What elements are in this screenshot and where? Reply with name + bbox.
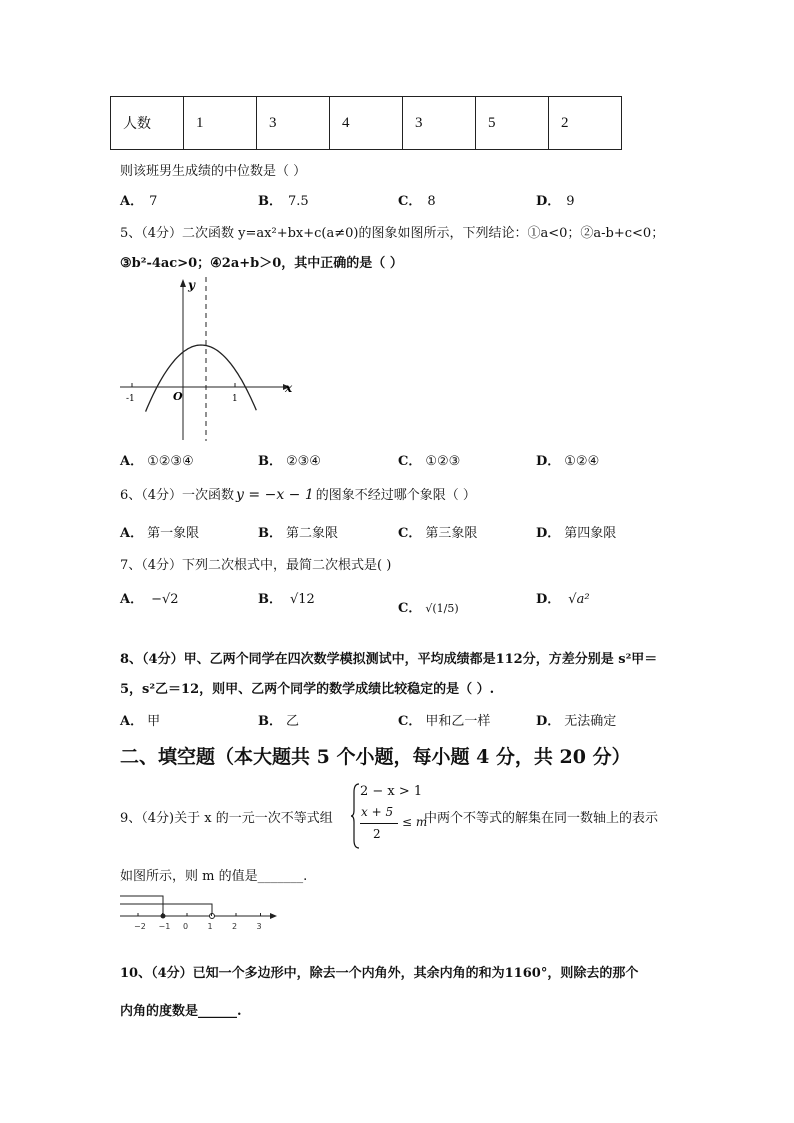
table-row	[111, 97, 622, 150]
number-line-arrow	[270, 913, 277, 919]
option-text: 无法确定	[564, 714, 617, 729]
option-letter: A．	[120, 194, 144, 209]
q9-line2: 如图所示，则 m 的值是_______.	[120, 869, 308, 884]
q5-option-c	[398, 450, 460, 469]
q4-option-d	[536, 190, 575, 209]
option-text: 7	[149, 194, 158, 209]
q8-option-a	[120, 710, 160, 729]
option-letter: D．	[536, 714, 561, 729]
table-cell: 2	[549, 97, 622, 150]
option-text: √12	[290, 592, 315, 607]
q10-line1: 10、（4分）已知一个多边形中，除去一个内角外，其余内角的和为1160°，则除去的那个	[120, 966, 639, 981]
option-letter: C．	[398, 194, 422, 209]
table-header-cell: 人数	[111, 97, 184, 150]
option-letter: B．	[258, 592, 282, 607]
q7-option-c	[398, 586, 459, 616]
q6-option-a	[120, 522, 199, 541]
option-text: ②③④	[286, 454, 321, 469]
option-letter: C．	[398, 454, 422, 469]
q4-option-b	[258, 190, 309, 209]
solution-ray-right	[120, 904, 212, 916]
q4-option-c	[398, 190, 436, 209]
number-line-tick-label: 0	[183, 922, 189, 931]
y-axis-arrow	[180, 279, 186, 287]
q9-prefix: 9、（4分)关于 x 的一元一次不等式组	[120, 811, 333, 826]
q5-option-a	[120, 450, 194, 469]
option-text: ①②③	[425, 454, 461, 469]
option-text: 第二象限	[286, 526, 339, 541]
table-cell: 3	[403, 97, 476, 150]
q4-option-a	[120, 190, 157, 209]
inequality-system	[350, 782, 428, 850]
q8-option-c	[398, 710, 490, 729]
table-cell: 3	[257, 97, 330, 150]
option-text: 第一象限	[147, 526, 200, 541]
q7-option-b	[258, 586, 315, 607]
option-letter: B．	[258, 714, 282, 729]
table-cell: 4	[330, 97, 403, 150]
left-brace	[350, 782, 360, 850]
q10-line2: 内角的度数是______.	[120, 1004, 242, 1019]
origin-label: O	[173, 390, 183, 403]
number-line-tick-label: −1	[158, 922, 171, 931]
number-line-tick-label: −2	[134, 922, 146, 931]
option-letter: C．	[398, 714, 422, 729]
x-axis-label: x	[285, 381, 293, 395]
number-line-tick-label: 1	[207, 922, 213, 931]
option-letter: D．	[536, 194, 561, 209]
q7-stem: 7、（4分）下列二次根式中，最简二次根式是( )	[120, 558, 392, 573]
table-cell: 1	[184, 97, 257, 150]
q4-stem: 则该班男生成绩的中位数是（ ）	[120, 164, 307, 179]
option-letter: B．	[258, 194, 282, 209]
fraction-numerator: x + 5	[361, 805, 394, 819]
q5-option-b	[258, 450, 321, 469]
parabola-curve	[146, 345, 257, 412]
q8-line1: 8、（4分）甲、乙两个同学在四次数学模拟测试中，平均成绩都是112分，方差分别是 s²甲＝	[120, 652, 658, 667]
q6-option-d	[536, 522, 616, 541]
q7-option-a	[120, 586, 179, 607]
y-axis-label: y	[188, 278, 195, 292]
q6-suffix: 的图象不经过哪个象限（ ）	[315, 488, 476, 503]
option-text: 乙	[286, 714, 300, 729]
option-text: 甲	[147, 714, 161, 729]
q5-line1: 5、（4分）二次函数 y=ax²+bx+c(a≠0)的图象如图所示，下列结论：①a<0；②a-b+c<0；	[120, 226, 665, 241]
q8-option-b	[258, 710, 299, 729]
q7-option-d	[536, 586, 590, 607]
q8-line2: 5，s²乙＝12，则甲、乙两个同学的数学成绩比较稳定的是（ ）.	[120, 682, 495, 697]
option-text: ①②③④	[147, 454, 194, 469]
section-title: 二、填空题（本大题共 5 个小题，每小题 4 分，共 20 分）	[120, 746, 631, 768]
tick-label-pos1: 1	[232, 394, 238, 404]
fraction-denominator: 2	[373, 827, 381, 841]
q6-formula: y = −x − 1	[236, 487, 314, 503]
option-letter: A．	[120, 714, 144, 729]
score-count-table	[110, 96, 622, 150]
option-letter: B．	[258, 454, 282, 469]
q6-option-b	[258, 522, 338, 541]
option-letter: D．	[536, 526, 561, 541]
number-line-tick-label: 2	[232, 922, 238, 931]
option-text: √(1/5)	[425, 602, 459, 615]
option-text: 9	[566, 194, 575, 209]
option-text: −√2	[151, 592, 179, 607]
option-text: ①②④	[564, 454, 600, 469]
q9-suffix: 中两个不等式的解集在同一数轴上的表示	[424, 811, 659, 826]
option-text: 第三象限	[425, 526, 478, 541]
option-letter: A．	[120, 526, 144, 541]
q6-prefix: 6、（4分）一次函数	[120, 488, 235, 503]
option-letter: A．	[120, 454, 144, 469]
option-letter: C．	[398, 601, 422, 616]
solution-ray-left	[120, 896, 163, 916]
option-letter: D．	[536, 592, 561, 607]
q8-option-d	[536, 710, 616, 729]
option-text: 8	[427, 194, 436, 209]
tick-label-neg1: -1	[126, 394, 135, 404]
table-cell: 5	[476, 97, 549, 150]
q6-option-c	[398, 522, 477, 541]
option-letter: D．	[536, 454, 561, 469]
number-line	[118, 890, 280, 936]
option-letter: C．	[398, 526, 422, 541]
fraction-bar	[360, 823, 398, 824]
option-text: 第四象限	[564, 526, 617, 541]
q5-line2: ③b²-4ac>0；④2a+b＞0，其中正确的是（ ）	[120, 256, 403, 271]
option-text: 7.5	[288, 194, 309, 209]
q6-stem	[120, 484, 476, 503]
parabola-graph	[115, 275, 300, 443]
option-text: √a²	[568, 592, 590, 607]
number-line-tick-label: 3	[256, 922, 262, 931]
q5-option-d	[536, 450, 599, 469]
inequality-1: 2 − x > 1	[360, 784, 423, 799]
option-letter: B．	[258, 526, 282, 541]
option-text: 甲和乙一样	[425, 714, 491, 729]
option-letter: A．	[120, 592, 144, 607]
inequality-2-relation: ≤ m	[402, 815, 428, 829]
